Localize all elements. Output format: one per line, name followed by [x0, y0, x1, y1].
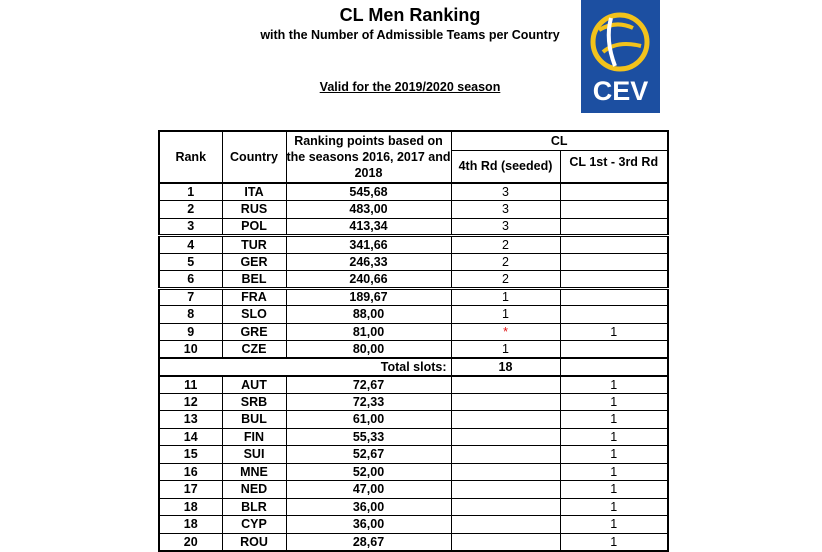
rank-cell: 18: [159, 516, 222, 534]
points-cell: 246,33: [286, 253, 451, 271]
table-row: [159, 516, 668, 534]
header-cl: CL: [451, 131, 668, 150]
rd13-cell: 1: [560, 516, 668, 534]
rd13-cell: [560, 201, 668, 219]
country-cell: AUT: [222, 376, 286, 394]
country-cell: ITA: [222, 183, 286, 201]
rank-cell: 7: [159, 288, 222, 306]
table-row: [159, 201, 668, 219]
points-cell: 545,68: [286, 183, 451, 201]
rd4-cell: 2: [451, 253, 560, 271]
country-cell: CYP: [222, 516, 286, 534]
rank-cell: 15: [159, 446, 222, 464]
rank-cell: 9: [159, 323, 222, 341]
points-cell: 61,00: [286, 411, 451, 429]
table-row: [159, 253, 668, 271]
rank-cell: 1: [159, 183, 222, 201]
rd4-cell: *: [451, 323, 560, 341]
rank-cell: 3: [159, 218, 222, 236]
rank-cell: 11: [159, 376, 222, 394]
total-empty: [560, 358, 668, 376]
country-cell: BEL: [222, 271, 286, 289]
total-value: 18: [451, 358, 560, 376]
table-row: [159, 463, 668, 481]
points-cell: 240,66: [286, 271, 451, 289]
country-cell: NED: [222, 481, 286, 499]
table-row: [159, 236, 668, 254]
rd4-cell: [451, 428, 560, 446]
rank-cell: 5: [159, 253, 222, 271]
points-cell: 72,67: [286, 376, 451, 394]
country-cell: BUL: [222, 411, 286, 429]
rd13-cell: 1: [560, 428, 668, 446]
rank-cell: 16: [159, 463, 222, 481]
rd4-cell: [451, 446, 560, 464]
points-cell: 55,33: [286, 428, 451, 446]
country-cell: ROU: [222, 533, 286, 551]
country-cell: FIN: [222, 428, 286, 446]
rd4-cell: [451, 376, 560, 394]
points-cell: 72,33: [286, 393, 451, 411]
points-cell: 81,00: [286, 323, 451, 341]
table-row: [159, 218, 668, 236]
table-row: [159, 288, 668, 306]
rd13-cell: 1: [560, 533, 668, 551]
rd4-cell: [451, 481, 560, 499]
rank-cell: 12: [159, 393, 222, 411]
header-rank: Rank: [159, 131, 222, 183]
rank-cell: 10: [159, 341, 222, 359]
rd13-cell: [560, 306, 668, 324]
header-points: Ranking points based on the seasons 2016, 2017 and 2018: [286, 131, 451, 183]
table-row: [159, 498, 668, 516]
country-cell: SRB: [222, 393, 286, 411]
rd13-cell: [560, 183, 668, 201]
points-cell: 88,00: [286, 306, 451, 324]
rd13-cell: 1: [560, 376, 668, 394]
table-row: [159, 428, 668, 446]
table-row: [159, 376, 668, 394]
rd4-cell: 1: [451, 341, 560, 359]
rd13-cell: 1: [560, 411, 668, 429]
page-subtitle: with the Number of Admissible Teams per Country: [260, 28, 560, 42]
country-cell: GRE: [222, 323, 286, 341]
ranking-table: [158, 130, 669, 552]
points-cell: 413,34: [286, 218, 451, 236]
rd4-cell: [451, 516, 560, 534]
table-row: [159, 271, 668, 289]
table-row: [159, 341, 668, 359]
rd13-cell: [560, 253, 668, 271]
country-cell: GER: [222, 253, 286, 271]
cev-logo: [581, 0, 660, 113]
rd13-cell: [560, 218, 668, 236]
points-cell: 36,00: [286, 516, 451, 534]
rd13-cell: 1: [560, 446, 668, 464]
points-cell: 36,00: [286, 498, 451, 516]
page-title: CL Men Ranking: [339, 5, 481, 25]
rd13-cell: [560, 341, 668, 359]
rd4-cell: [451, 393, 560, 411]
rd13-cell: 1: [560, 481, 668, 499]
points-cell: 341,66: [286, 236, 451, 254]
rd4-cell: [451, 498, 560, 516]
table-row: [159, 306, 668, 324]
country-cell: SUI: [222, 446, 286, 464]
points-cell: 52,00: [286, 463, 451, 481]
rd13-cell: 1: [560, 498, 668, 516]
rd13-cell: [560, 271, 668, 289]
rd4-cell: 2: [451, 271, 560, 289]
rd4-cell: 1: [451, 288, 560, 306]
rd4-cell: 3: [451, 201, 560, 219]
country-cell: FRA: [222, 288, 286, 306]
country-cell: TUR: [222, 236, 286, 254]
rank-cell: 2: [159, 201, 222, 219]
total-label: Total slots:: [159, 358, 451, 376]
country-cell: SLO: [222, 306, 286, 324]
points-cell: 80,00: [286, 341, 451, 359]
table-row: [159, 323, 668, 341]
header-1st-3rd-rd: CL 1st - 3rd Rd: [560, 150, 668, 183]
rd13-cell: [560, 236, 668, 254]
rd4-cell: [451, 411, 560, 429]
rank-cell: 18: [159, 498, 222, 516]
rank-cell: 17: [159, 481, 222, 499]
season-note: Valid for the 2019/2020 season: [319, 80, 501, 94]
total-row: [159, 358, 668, 376]
country-cell: MNE: [222, 463, 286, 481]
table-row: [159, 183, 668, 201]
country-cell: POL: [222, 218, 286, 236]
points-cell: 28,67: [286, 533, 451, 551]
country-cell: CZE: [222, 341, 286, 359]
points-cell: 52,67: [286, 446, 451, 464]
logo-text: CEV: [592, 76, 649, 106]
country-cell: RUS: [222, 201, 286, 219]
rank-cell: 13: [159, 411, 222, 429]
rd4-cell: [451, 463, 560, 481]
rank-cell: 4: [159, 236, 222, 254]
rd13-cell: 1: [560, 323, 668, 341]
points-cell: 47,00: [286, 481, 451, 499]
country-cell: BLR: [222, 498, 286, 516]
rd4-cell: 2: [451, 236, 560, 254]
rank-cell: 6: [159, 271, 222, 289]
rd4-cell: 3: [451, 183, 560, 201]
table-row: [159, 411, 668, 429]
header-country: Country: [222, 131, 286, 183]
table-row: [159, 481, 668, 499]
rd4-cell: 1: [451, 306, 560, 324]
points-cell: 189,67: [286, 288, 451, 306]
rank-cell: 8: [159, 306, 222, 324]
rd13-cell: [560, 288, 668, 306]
rd13-cell: 1: [560, 463, 668, 481]
points-cell: 483,00: [286, 201, 451, 219]
table-row: [159, 393, 668, 411]
rd4-cell: 3: [451, 218, 560, 236]
rank-cell: 20: [159, 533, 222, 551]
rd13-cell: 1: [560, 393, 668, 411]
table-row: [159, 446, 668, 464]
rank-cell: 14: [159, 428, 222, 446]
header-4th-rd: 4th Rd (seeded): [451, 150, 560, 183]
